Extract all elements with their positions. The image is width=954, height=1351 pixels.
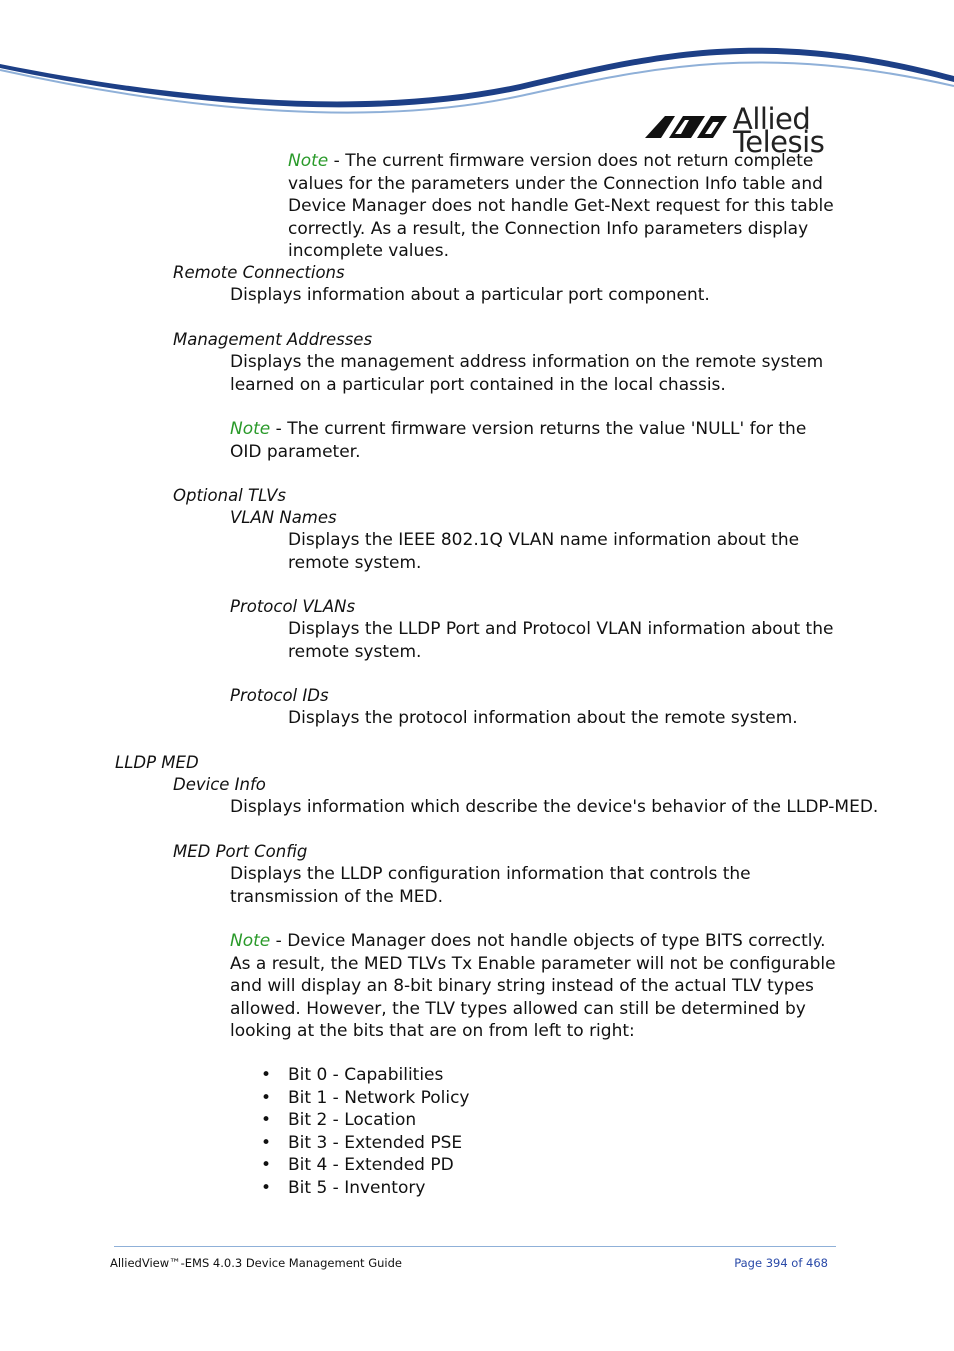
footer-guide-title: AlliedView™-EMS 4.0.3 Device Management Guide — [110, 1256, 402, 1270]
device-info-text: Displays information which describe the device's behavior of the LLDP-MED. — [230, 797, 879, 817]
bullet-icon: • — [261, 1155, 272, 1175]
list-item-text: Bit 2 - Location — [288, 1110, 417, 1130]
note-text: - The current firmware version returns the value 'NULL' for the OID parameter. — [230, 419, 807, 462]
vlan-names-heading: VLAN Names — [230, 508, 337, 527]
list-item-text: Bit 4 - Extended PD — [288, 1155, 454, 1175]
remote-connections-heading: Remote Connections — [173, 263, 345, 282]
bullet-icon: • — [261, 1065, 272, 1085]
footer-page-number: Page 394 of 468 — [734, 1256, 828, 1270]
footer-divider — [114, 1246, 836, 1247]
list-item — [258, 1177, 470, 1200]
list-item — [258, 1087, 470, 1110]
list-item-text: Bit 5 - Inventory — [288, 1177, 426, 1198]
list-item-text: Bit 3 - Extended PSE — [288, 1132, 463, 1153]
list-item — [258, 1109, 470, 1132]
list-item — [258, 1154, 470, 1177]
list-item-text: Bit 0 - Capabilities — [288, 1065, 444, 1085]
list-item — [258, 1064, 470, 1087]
protocol-vlans-heading: Protocol VLANs — [230, 597, 356, 616]
logo-mark-icon — [645, 108, 729, 144]
note-connection-info — [288, 150, 848, 263]
protocol-ids-text: Displays the protocol information about the remote system. — [288, 708, 798, 728]
bullet-icon: • — [261, 1177, 272, 1198]
note-label: Note — [230, 931, 271, 951]
list-item — [258, 1132, 470, 1155]
note-label: Note — [288, 151, 329, 171]
bullet-icon: • — [261, 1087, 272, 1108]
note-management-addresses — [230, 418, 840, 463]
remote-connections-text: Displays information about a particular port component. — [230, 285, 710, 305]
med-port-config-text: Displays the LLDP configuration information that controls the transmission of the MED. — [230, 864, 751, 907]
allied-telesis-logo — [645, 102, 905, 159]
bullet-icon: • — [261, 1110, 272, 1130]
note-text: - The current firmware version does not return complete values for the parameters under the Connection Info table and Device Manager does not handle Get-Next request for this table correctly. As a result, the Connection Info parameters display incomplete values. — [288, 151, 834, 261]
protocol-vlans-text: Displays the LLDP Port and Protocol VLAN information about the remote system. — [288, 619, 834, 662]
list-item-text: Bit 1 - Network Policy — [288, 1087, 470, 1108]
note-label: Note — [230, 419, 271, 439]
med-port-config-heading: MED Port Config — [173, 842, 308, 861]
management-addresses-text: Displays the management address information on the remote system learned on a particular port contained in the local chassis. — [230, 352, 824, 395]
bullet-icon: • — [261, 1132, 272, 1153]
optional-tlvs-heading: Optional TLVs — [173, 486, 286, 505]
logo-text: Allied Telesis — [733, 102, 825, 159]
note-text: - Device Manager does not handle objects of type BITS correctly. As a result, the MED TLVs Tx Enable parameter will not be configurable and will display an 8-bit binary string instead of the actual TLV types allowed. However, the TLV types allowed can still be determined by looking at the bits that are on from left to right: — [230, 931, 836, 1041]
bits-list — [258, 1064, 470, 1199]
management-addresses-heading: Management Addresses — [173, 330, 373, 349]
device-info-heading: Device Info — [173, 775, 266, 794]
vlan-names-text: Displays the IEEE 802.1Q VLAN name information about the remote system. — [288, 530, 800, 573]
lldp-med-heading: LLDP MED — [115, 753, 199, 772]
protocol-ids-heading: Protocol IDs — [230, 686, 329, 705]
note-med-port-config — [230, 930, 840, 1043]
